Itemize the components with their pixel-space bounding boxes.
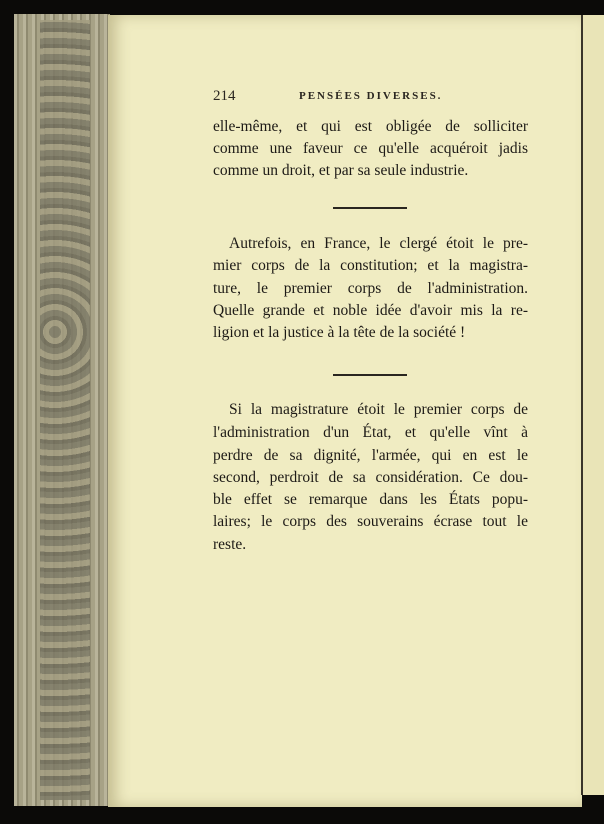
text-line: reste. [213,536,247,553]
text-line: perdre de sa dignité, l'armée, qui en est le [213,447,528,464]
marbled-edge [40,20,90,800]
text-line: Si la magistrature étoit le premier corps de [229,401,528,418]
section-divider [333,374,407,376]
text-line: elle-même, et qui est obligée de solliciter [213,118,528,135]
text-line: ligion et la justice à la tête de la société ! [213,324,466,341]
text-line: ture, le premier corps de l'administration. [213,280,528,297]
text-line: Quelle grande et noble idée d'avoir mis la re- [213,302,528,319]
section-divider [333,207,407,209]
page-number: 214 [213,88,236,104]
text-line: Autrefois, en France, le clergé étoit le pre- [229,235,528,252]
text-line: laires; le corps des souverains écrase tout le [213,513,528,530]
text-line: ble effet se remarque dans les États popu- [213,491,528,508]
text-line: l'administration d'un État, et qu'elle vînt à [213,424,528,441]
text-line: comme une faveur ce qu'elle acquéroit jadis [213,140,528,157]
running-header [213,88,458,108]
running-title: PENSÉES DIVERSES. [299,90,443,102]
text-line: mier corps de la constitution; et la magistra- [213,257,528,274]
facing-page-edge [581,15,604,795]
text-line: comme un droit, et par sa seule industrie. [213,162,469,179]
text-line: second, perdroit de sa considération. Ce dou- [213,469,528,486]
